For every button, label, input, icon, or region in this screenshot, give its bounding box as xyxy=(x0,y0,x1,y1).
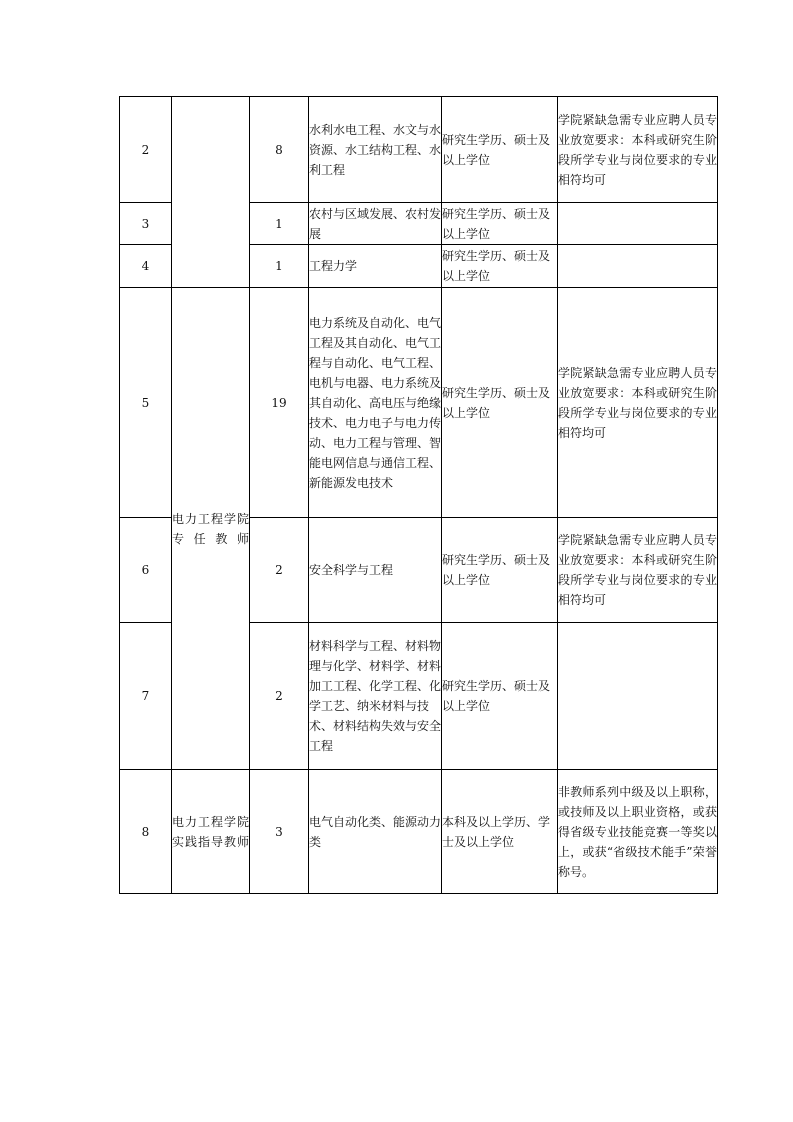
major-requirement: 安全科学与工程 xyxy=(309,518,442,623)
table-row xyxy=(120,770,718,894)
education-requirement: 本科及以上学历、学士及以上学位 xyxy=(442,770,558,894)
major-requirement: 水利水电工程、水文与水资源、水工结构工程、水利工程 xyxy=(309,97,442,203)
headcount: 3 xyxy=(250,770,309,894)
table-row xyxy=(120,97,718,203)
recruitment-table xyxy=(119,96,718,894)
table-row xyxy=(120,288,718,518)
headcount: 1 xyxy=(250,245,309,288)
other-requirement: 学院紧缺急需专业应聘人员专业放宽要求：本科或研究生阶段所学专业与岗位要求的专业相符均可 xyxy=(558,518,718,623)
headcount: 2 xyxy=(250,623,309,770)
headcount: 2 xyxy=(250,518,309,623)
row-number: 2 xyxy=(120,97,172,203)
post-name xyxy=(172,770,250,894)
headcount: 1 xyxy=(250,203,309,245)
education-requirement: 研究生学历、硕士及以上学位 xyxy=(442,245,558,288)
post-name-text: 电力工程学院专任教师 xyxy=(172,511,249,546)
post-cell-empty xyxy=(172,97,250,288)
major-requirement: 电气自动化类、能源动力类 xyxy=(309,770,442,894)
post-name-text: 电力工程学院实践指导教师 xyxy=(172,814,249,849)
other-requirement: 学院紧缺急需专业应聘人员专业放宽要求：本科或研究生阶段所学专业与岗位要求的专业相符均可 xyxy=(558,288,718,518)
education-requirement: 研究生学历、硕士及以上学位 xyxy=(442,623,558,770)
post-name xyxy=(172,288,250,770)
major-requirement: 电力系统及自动化、电气工程及其自动化、电气工程与自动化、电气工程、电机与电器、电力系统及其自动化、高电压与绝缘技术、电力电子与电力传动、电力工程与管理、智能电网信息与通信工程、新能源发电技术 xyxy=(309,288,442,518)
other-requirement: 学院紧缺急需专业应聘人员专业放宽要求：本科或研究生阶段所学专业与岗位要求的专业相符均可 xyxy=(558,97,718,203)
row-number: 4 xyxy=(120,245,172,288)
headcount: 8 xyxy=(250,97,309,203)
other-requirement xyxy=(558,245,718,288)
row-number: 5 xyxy=(120,288,172,518)
major-requirement: 材料科学与工程、材料物理与化学、材料学、材料加工工程、化学工程、化学工艺、纳米材料与技术、材料结构失效与安全工程 xyxy=(309,623,442,770)
education-requirement: 研究生学历、硕士及以上学位 xyxy=(442,203,558,245)
other-requirement xyxy=(558,203,718,245)
other-requirement xyxy=(558,623,718,770)
row-number: 3 xyxy=(120,203,172,245)
major-requirement: 工程力学 xyxy=(309,245,442,288)
education-requirement: 研究生学历、硕士及以上学位 xyxy=(442,97,558,203)
row-number: 8 xyxy=(120,770,172,894)
headcount: 19 xyxy=(250,288,309,518)
education-requirement: 研究生学历、硕士及以上学位 xyxy=(442,518,558,623)
major-requirement: 农村与区域发展、农村发展 xyxy=(309,203,442,245)
row-number: 6 xyxy=(120,518,172,623)
other-requirement: 非教师系列中级及以上职称，或技师及以上职业资格，或获得省级专业技能竞赛一等奖以上，或获“省级技术能手”荣誉称号。 xyxy=(558,770,718,894)
row-number: 7 xyxy=(120,623,172,770)
education-requirement: 研究生学历、硕士及以上学位 xyxy=(442,288,558,518)
